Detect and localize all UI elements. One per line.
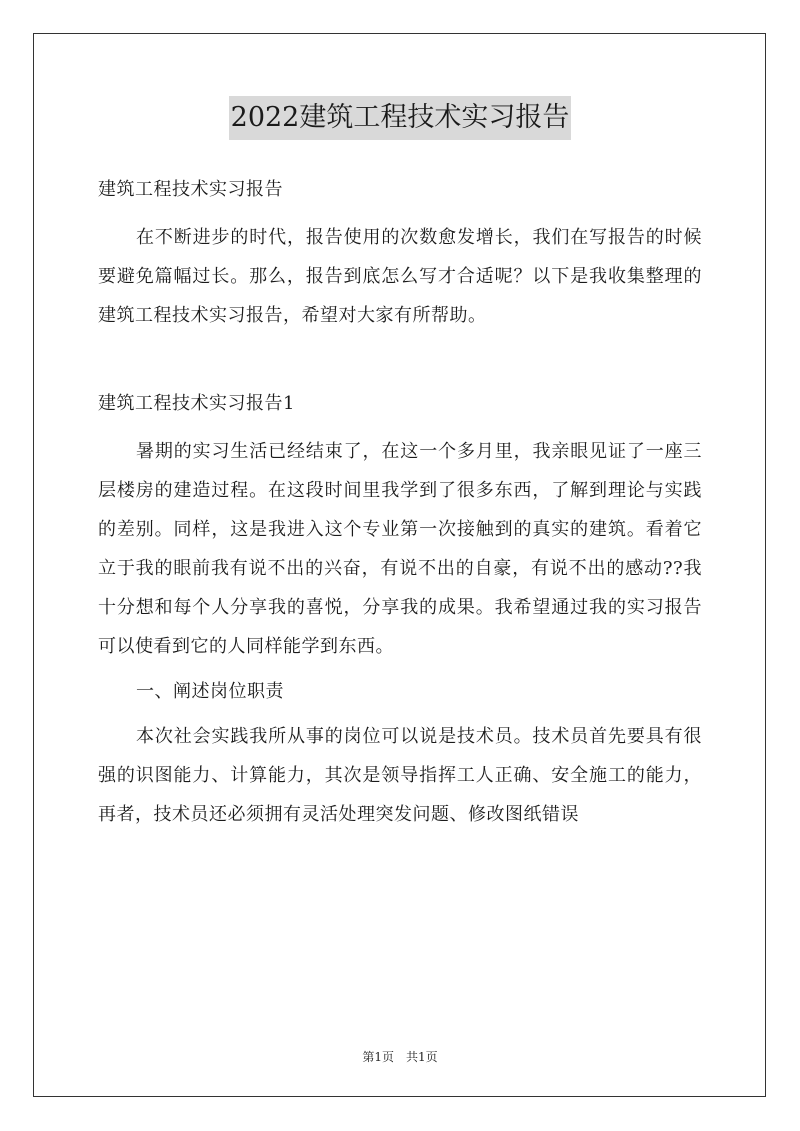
document-subtitle: 建筑工程技术实习报告 (98, 179, 283, 200)
document-title: 2022建筑工程技术实习报告 (229, 96, 572, 140)
page-footer: 第1页 共1页 (362, 1050, 438, 1064)
intro-paragraph: 在不断进步的时代，报告使用的次数愈发增长，我们在写报告的时候要避免篇幅过长。那么，报告到底怎么写才合适呢？以下是我收集整理的建筑工程技术实习报告，希望对大家有所帮助。 (98, 227, 702, 326)
body-paragraph-1: 暑期的实习生活已经结束了，在这一个多月里，我亲眼见证了一座三层楼房的建造过程。在这段时间里我学到了很多东西，了解到理论与实践的差别。同样，这是我进入这个专业第一次接触到的真实的建筑。看着它立于我的眼前我有说不出的兴奋，有说不出的自豪，有说不出的感动??我十分想和每个人分享我的喜悦，分享我的成果。我希望通过我的实习报告可以使看到它的人同样能学到东西。 (98, 441, 702, 657)
document-title-block (0, 96, 800, 140)
section-title: 建筑工程技术实习报告1 (98, 393, 295, 414)
document-body (98, 170, 702, 834)
body-paragraph-2: 本次社会实践我所从事的岗位可以说是技术员。技术员首先要具有很强的识图能力、计算能力，其次是领导指挥工人正确、安全施工的能力，再者，技术员还必须拥有灵活处理突发问题、修改图纸错误 (98, 726, 702, 825)
section-spacer (98, 335, 702, 384)
section-heading-1: 一、阐述岗位职责 (136, 681, 284, 702)
